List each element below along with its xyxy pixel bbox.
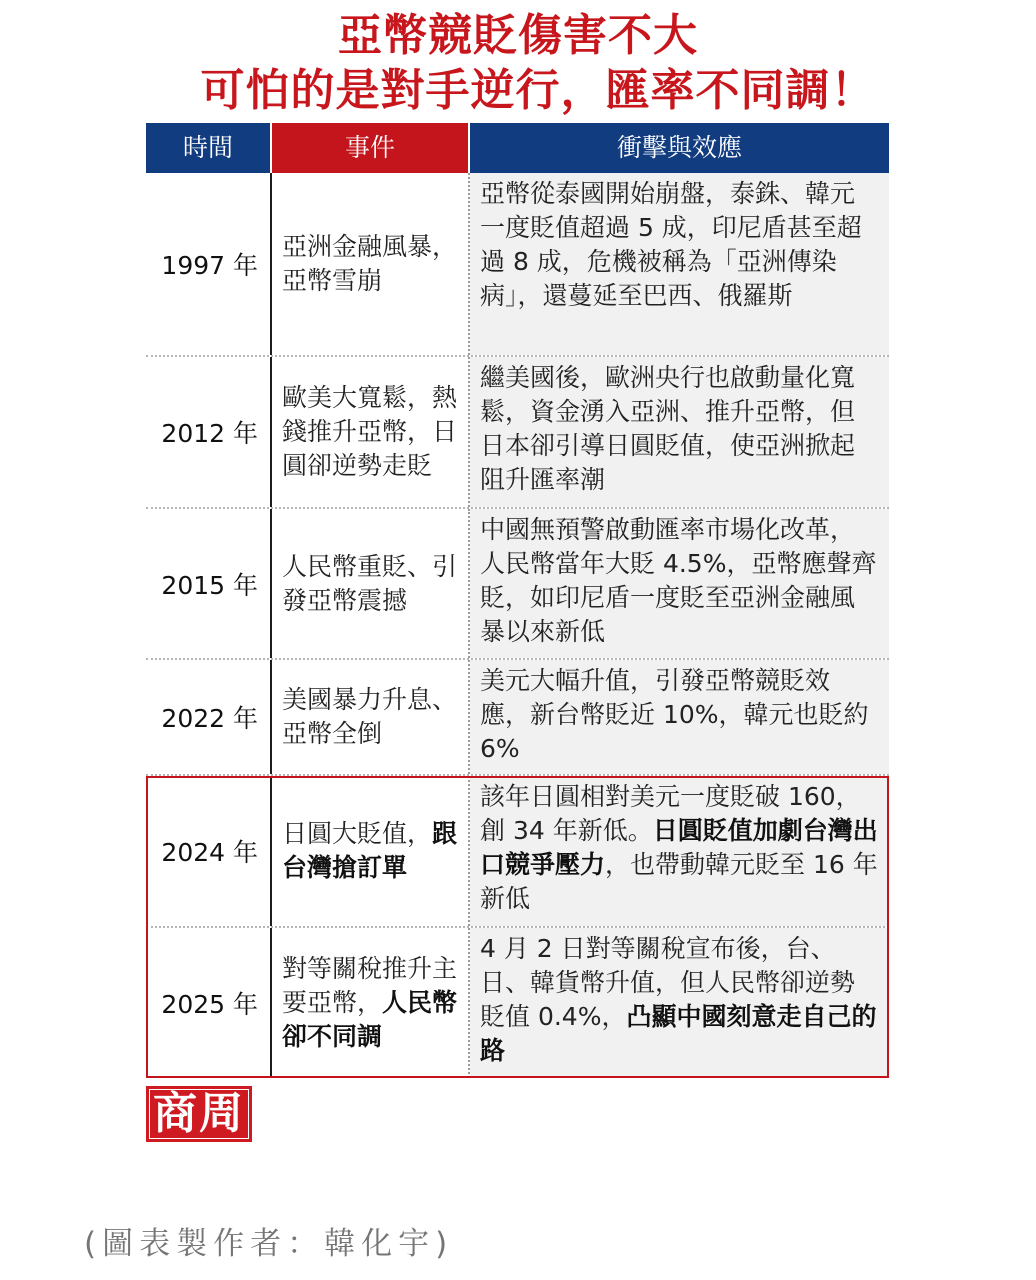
table-row (146, 357, 889, 509)
row-event: 亞洲金融風暴，亞幣雪崩 (282, 232, 458, 295)
row-impact: 美元大幅升值，引發亞幣競貶效應，新台幣貶近 10%，韓元也貶約 6% (470, 660, 889, 774)
row-event: 美國暴力升息、亞幣全倒 (282, 685, 458, 748)
row-year: 1997 年 (161, 251, 258, 280)
publisher-logo: 商周 (146, 1086, 252, 1142)
header-impact: 衝擊與效應 (470, 123, 889, 173)
table-row-highlighted (146, 776, 889, 928)
table-row (146, 173, 889, 357)
row-year: 2015 年 (161, 570, 258, 600)
row-impact: 繼美國後，歐洲央行也啟動量化寬鬆，資金湧入亞洲、推升亞幣，但日本卻引導日圓貶值，使亞洲掀起阻升匯率潮 (470, 357, 889, 507)
header-time: 時間 (146, 123, 270, 173)
table-row (146, 660, 889, 776)
table-row-highlighted (146, 928, 889, 1078)
row-impact: 該年日圓相對美元一度貶破 160，創 34 年新低。日圓貶值加劇台灣出口競爭壓力，也帶動韓元貶至 16 年新低 (470, 776, 889, 926)
row-year: 2025 年 (161, 990, 258, 1019)
row-event: 日圓大貶值，跟台灣搶訂單 (282, 819, 458, 882)
row-event: 歐美大寬鬆，熱錢推升亞幣，日圓卻逆勢走貶 (282, 383, 458, 480)
table-row (146, 509, 889, 660)
row-year: 2012 年 (161, 419, 258, 448)
credit-caption: (圖表製作者：韓化宇) (84, 1226, 454, 1262)
row-event: 對等關稅推升主要亞幣，人民幣卻不同調 (282, 954, 458, 1051)
row-year: 2022 年 (161, 704, 258, 733)
title-line-1: 亞幣競貶傷害不大 (338, 10, 698, 61)
row-event: 人民幣重貶、引發亞幣震撼 (282, 551, 458, 615)
row-impact: 4 月 2 日對等關稅宣布後，台、日、韓貨幣升值，但人民幣卻逆勢貶值 0.4%，凸顯中國刻意走自己的路 (470, 928, 889, 1078)
row-year: 2024 年 (161, 838, 258, 867)
row-impact: 中國無預警啟動匯率市場化改革，人民幣當年大貶 4.5%，亞幣應聲齊貶，如印尼盾一度貶至亞洲金融風暴以來新低 (470, 509, 889, 658)
title-line-2: 可怕的是對手逆行，匯率不同調！ (200, 65, 876, 116)
row-impact: 亞幣從泰國開始崩盤，泰銖、韓元一度貶值超過 5 成，印尼盾甚至超過 8 成，危機被稱為「亞洲傳染病」，還蔓延至巴西、俄羅斯 (470, 173, 889, 355)
header-event: 事件 (272, 123, 468, 173)
